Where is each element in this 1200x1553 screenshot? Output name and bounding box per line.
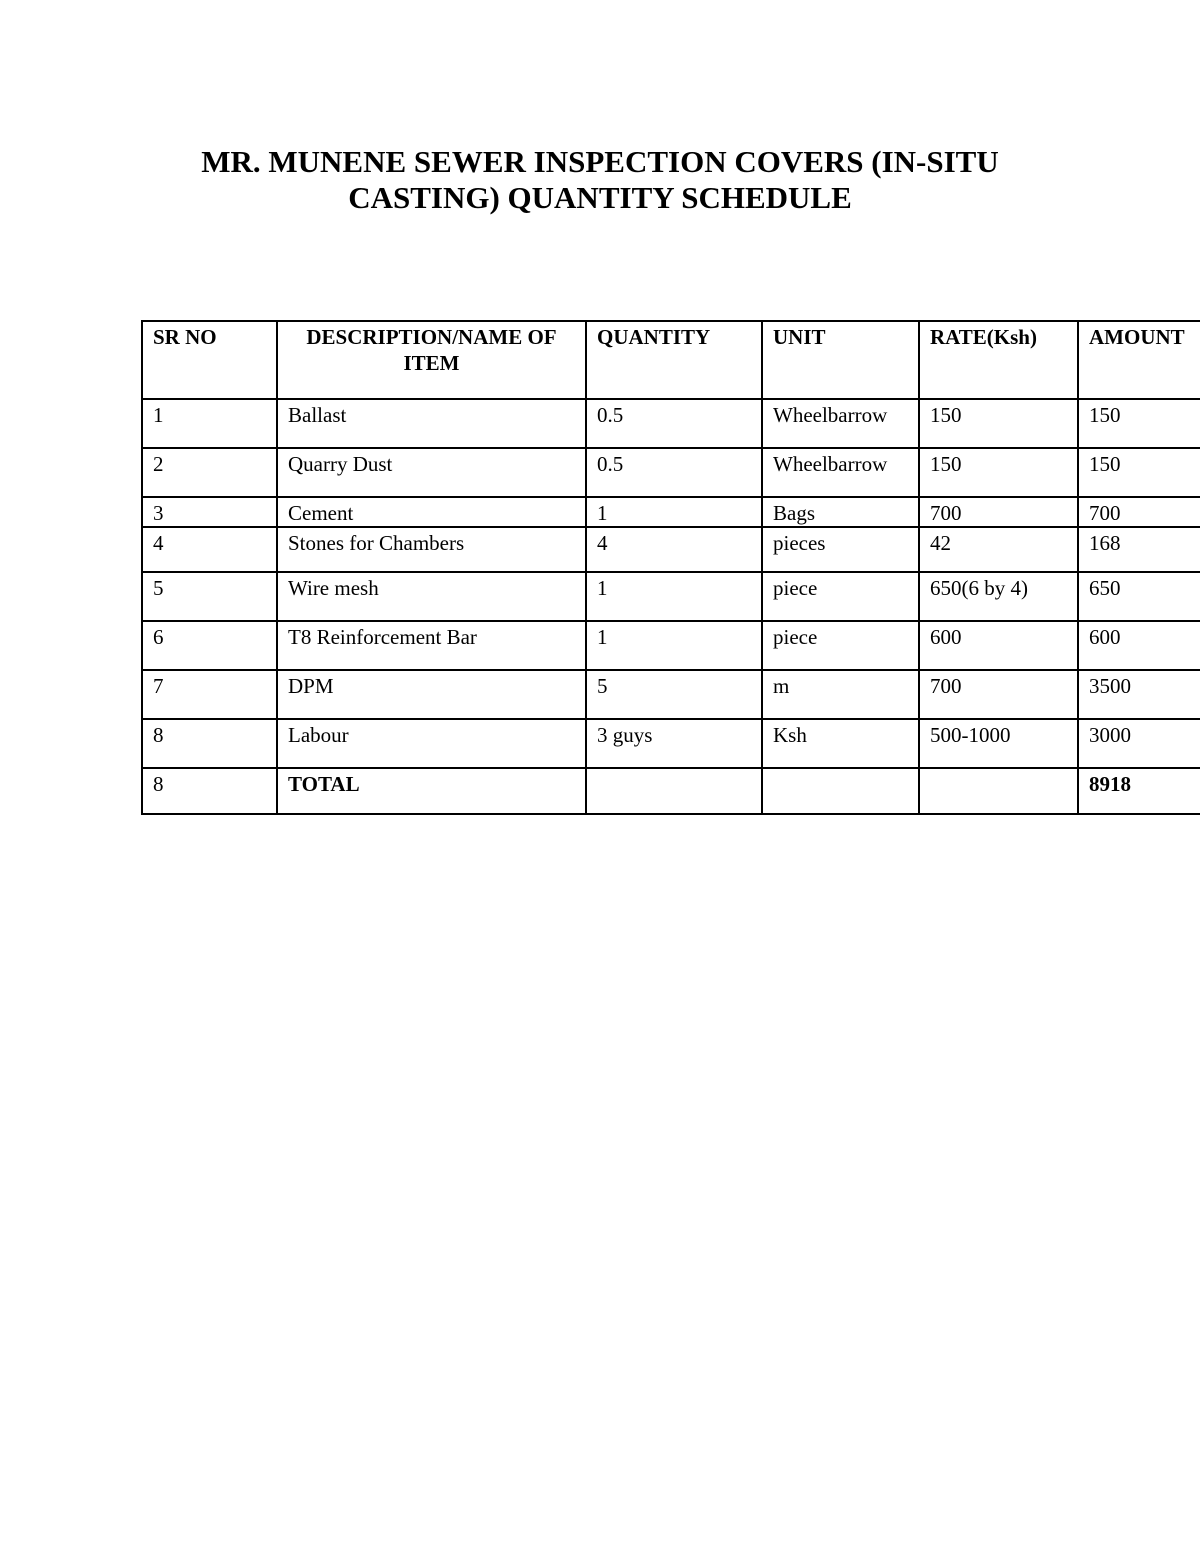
cell-amount: 3000 <box>1078 719 1200 768</box>
cell-unit: Ksh <box>762 719 919 768</box>
cell-sr-no: 8 <box>142 719 277 768</box>
cell-description: Stones for Chambers <box>277 527 586 572</box>
cell-quantity: 0.5 <box>586 448 762 497</box>
cell-unit: Bags <box>762 497 919 527</box>
cell-rate: 700 <box>919 670 1078 719</box>
cell-amount: 650 <box>1078 572 1200 621</box>
total-label: TOTAL <box>277 768 586 814</box>
cell-description: Labour <box>277 719 586 768</box>
cell-amount: 168 <box>1078 527 1200 572</box>
cell-sr-no: 6 <box>142 621 277 670</box>
cell-unit: pieces <box>762 527 919 572</box>
table-row <box>142 497 1200 527</box>
cell-description: T8 Reinforcement Bar <box>277 621 586 670</box>
total-rate-empty <box>919 768 1078 814</box>
cell-quantity: 5 <box>586 670 762 719</box>
cell-rate: 150 <box>919 448 1078 497</box>
table-row <box>142 621 1200 670</box>
cell-sr-no: 4 <box>142 527 277 572</box>
cell-amount: 3500 <box>1078 670 1200 719</box>
table-header-row <box>142 321 1200 399</box>
cell-rate: 150 <box>919 399 1078 448</box>
cell-unit: Wheelbarrow <box>762 399 919 448</box>
header-rate: RATE(Ksh) <box>919 321 1078 399</box>
cell-unit: piece <box>762 572 919 621</box>
cell-unit: m <box>762 670 919 719</box>
cell-quantity: 3 guys <box>586 719 762 768</box>
document-title-line-2: CASTING) QUANTITY SCHEDULE <box>348 180 852 215</box>
cell-sr-no: 7 <box>142 670 277 719</box>
header-description: DESCRIPTION/NAME OF ITEM <box>277 321 586 399</box>
cell-description: Cement <box>277 497 586 527</box>
cell-amount: 150 <box>1078 448 1200 497</box>
cell-rate: 600 <box>919 621 1078 670</box>
cell-amount: 150 <box>1078 399 1200 448</box>
cell-quantity: 1 <box>586 497 762 527</box>
cell-rate: 650(6 by 4) <box>919 572 1078 621</box>
cell-unit: piece <box>762 621 919 670</box>
total-sr-no: 8 <box>142 768 277 814</box>
cell-description: Ballast <box>277 399 586 448</box>
cell-description: Wire mesh <box>277 572 586 621</box>
header-sr-no: SR NO <box>142 321 277 399</box>
cell-quantity: 4 <box>586 527 762 572</box>
cell-description: DPM <box>277 670 586 719</box>
cell-amount: 600 <box>1078 621 1200 670</box>
cell-rate: 42 <box>919 527 1078 572</box>
table-row <box>142 670 1200 719</box>
header-unit: UNIT <box>762 321 919 399</box>
cell-amount: 700 <box>1078 497 1200 527</box>
header-quantity: QUANTITY <box>586 321 762 399</box>
cell-sr-no: 3 <box>142 497 277 527</box>
table-row <box>142 527 1200 572</box>
table-row <box>142 448 1200 497</box>
cell-description: Quarry Dust <box>277 448 586 497</box>
table-row <box>142 719 1200 768</box>
table-row <box>142 572 1200 621</box>
cell-quantity: 1 <box>586 621 762 670</box>
cell-sr-no: 2 <box>142 448 277 497</box>
total-quantity-empty <box>586 768 762 814</box>
table-row <box>142 399 1200 448</box>
cell-rate: 700 <box>919 497 1078 527</box>
total-amount: 8918 <box>1078 768 1200 814</box>
table-total-row <box>142 768 1200 814</box>
document-title <box>0 144 1200 216</box>
cell-quantity: 1 <box>586 572 762 621</box>
header-amount: AMOUNT <box>1078 321 1200 399</box>
document-title-line-1: MR. MUNENE SEWER INSPECTION COVERS (IN-SITU <box>201 144 999 179</box>
cell-sr-no: 1 <box>142 399 277 448</box>
cell-quantity: 0.5 <box>586 399 762 448</box>
quantity-schedule-table <box>141 320 1200 815</box>
cell-sr-no: 5 <box>142 572 277 621</box>
cell-unit: Wheelbarrow <box>762 448 919 497</box>
total-unit-empty <box>762 768 919 814</box>
cell-rate: 500-1000 <box>919 719 1078 768</box>
